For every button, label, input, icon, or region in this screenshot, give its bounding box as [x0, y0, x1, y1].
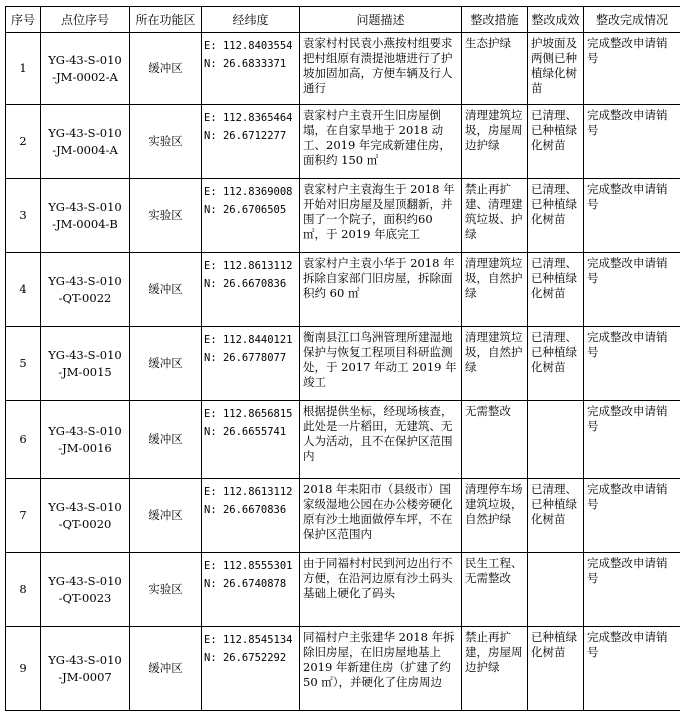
zone-cell: 实验区 — [130, 105, 202, 179]
point-code-line-1: YG-43-S-010 — [48, 652, 122, 667]
problem-description-cell: 衡南县江口鸟洲管理所建湿地保护与恢复工程项目科研监测处，于 2017 年动工 2019 年竣工 — [300, 327, 462, 401]
coordinate-cell — [202, 327, 300, 401]
longitude: E: 112.8369008 — [204, 186, 293, 198]
header-status: 整改完成情况 — [584, 7, 681, 33]
zone-cell: 缓冲区 — [130, 33, 202, 105]
latitude: N: 26.6655741 — [204, 426, 287, 438]
table-row — [6, 327, 681, 401]
coordinate-cell — [202, 627, 300, 711]
point-code-line-1: YG-43-S-010 — [48, 273, 122, 288]
point-code-line-1: YG-43-S-010 — [48, 573, 122, 588]
longitude: E: 112.8365464 — [204, 112, 293, 124]
point-code-cell — [41, 105, 130, 179]
point-code-line-2: -JM-0004-A — [52, 142, 118, 157]
header-result: 整改成效 — [528, 7, 584, 33]
table-row — [6, 33, 681, 105]
seq-cell: 1 — [6, 33, 41, 105]
point-code-line-2: -QT-0023 — [58, 590, 112, 605]
table-row — [6, 401, 681, 479]
problem-description-cell: 同福村户主张建华 2018 年拆除旧房屋，在旧房屋地基上 2019 年新建住房（扩建了约 50 ㎡），并硬化了住房周边 — [300, 627, 462, 711]
table-row — [6, 253, 681, 327]
header-measure: 整改措施 — [462, 7, 528, 33]
problem-description-cell: 袁家村村民袁小燕按村组要求把村组原有溃提池塘进行了护坡加固加高，方便车辆及行人通行 — [300, 33, 462, 105]
point-code-line-1: YG-43-S-010 — [48, 423, 122, 438]
longitude: E: 112.8440121 — [204, 334, 293, 346]
header-point: 点位序号 — [41, 7, 130, 33]
result-cell: 已清理、已种植绿化树苗 — [528, 253, 584, 327]
point-code-cell — [41, 327, 130, 401]
latitude: N: 26.6712277 — [204, 130, 287, 142]
point-code-line-2: -QT-0020 — [58, 516, 112, 531]
result-cell: 已清理、已种植绿化树苗 — [528, 105, 584, 179]
point-code-cell — [41, 553, 130, 627]
point-code-line-1: YG-43-S-010 — [48, 52, 122, 67]
measure-cell: 禁止再扩建，房屋周边护绿 — [462, 627, 528, 711]
point-code-cell — [41, 401, 130, 479]
latitude: N: 26.6778077 — [204, 352, 287, 364]
point-code-line-2: -JM-0016 — [58, 440, 112, 455]
point-code-cell — [41, 479, 130, 553]
point-code-line-1: YG-43-S-010 — [48, 499, 122, 514]
document-page — [5, 6, 680, 715]
longitude: E: 112.8656815 — [204, 408, 293, 420]
point-code-line-1: YG-43-S-010 — [48, 199, 122, 214]
zone-cell: 缓冲区 — [130, 627, 202, 711]
result-cell: 已种植绿化树苗 — [528, 627, 584, 711]
header-problem: 问题描述 — [300, 7, 462, 33]
point-code-line-1: YG-43-S-010 — [48, 347, 122, 362]
seq-cell: 2 — [6, 105, 41, 179]
result-cell: 已清理、已种植绿化树苗 — [528, 479, 584, 553]
problem-description-cell: 根据提供坐标，经现场核查，此处是一片稻田，无建筑、无人为活动，且不在保护区范围内 — [300, 401, 462, 479]
seq-cell: 5 — [6, 327, 41, 401]
header-zone: 所在功能区 — [130, 7, 202, 33]
coordinate-cell — [202, 553, 300, 627]
measure-cell: 禁止再扩建、清理建筑垃圾、护绿 — [462, 179, 528, 253]
completion-status-cell: 完成整改申请销号 — [584, 105, 681, 179]
coordinate-cell — [202, 253, 300, 327]
measure-cell: 无需整改 — [462, 401, 528, 479]
completion-status-cell: 完成整改申请销号 — [584, 33, 681, 105]
completion-status-cell: 完成整改申请销号 — [584, 327, 681, 401]
longitude: E: 112.8403554 — [204, 40, 293, 52]
point-code-cell — [41, 33, 130, 105]
result-cell — [528, 401, 584, 479]
coordinate-cell — [202, 33, 300, 105]
longitude: E: 112.8613112 — [204, 260, 293, 272]
coordinate-cell — [202, 179, 300, 253]
problem-description-cell: 2018 年耒阳市（县级市）国家级湿地公园在办公楼旁硬化原有沙土地面做停车坪，不在保护区范围内 — [300, 479, 462, 553]
header-row — [6, 7, 681, 33]
completion-status-cell: 完成整改申请销号 — [584, 179, 681, 253]
table-row — [6, 105, 681, 179]
measure-cell: 清理停车场建筑垃圾，自然护绿 — [462, 479, 528, 553]
completion-status-cell: 完成整改申请销号 — [584, 401, 681, 479]
point-code-line-2: -QT-0022 — [58, 290, 112, 305]
measure-cell: 生态护绿 — [462, 33, 528, 105]
zone-cell: 缓冲区 — [130, 479, 202, 553]
problem-description-cell: 袁家村户主袁海生于 2018 年开始对旧房屋及屋顶翻新，并围了一个院子，面积约60 ㎡，于 2019 年底完工 — [300, 179, 462, 253]
table-row — [6, 179, 681, 253]
header-seq: 序号 — [6, 7, 41, 33]
rectification-table — [5, 6, 680, 711]
point-code-line-1: YG-43-S-010 — [48, 125, 122, 140]
latitude: N: 26.6833371 — [204, 58, 287, 70]
completion-status-cell: 完成整改申请销号 — [584, 553, 681, 627]
point-code-line-2: -JM-0004-B — [52, 216, 118, 231]
result-cell: 已清理、已种植绿化树苗 — [528, 327, 584, 401]
completion-status-cell: 完成整改申请销号 — [584, 253, 681, 327]
problem-description-cell: 袁家村户主袁小华于 2018 年拆除自家部门旧房屋，拆除面积约 60 ㎡ — [300, 253, 462, 327]
seq-cell: 8 — [6, 553, 41, 627]
latitude: N: 26.6740878 — [204, 578, 287, 590]
point-code-cell — [41, 253, 130, 327]
longitude: E: 112.8545134 — [204, 634, 293, 646]
seq-cell: 7 — [6, 479, 41, 553]
table-row — [6, 479, 681, 553]
longitude: E: 112.8555301 — [204, 560, 293, 572]
result-cell: 已清理、已种植绿化树苗 — [528, 179, 584, 253]
table-row — [6, 627, 681, 711]
zone-cell: 实验区 — [130, 553, 202, 627]
completion-status-cell: 完成整改申请销号 — [584, 627, 681, 711]
result-cell — [528, 553, 584, 627]
coordinate-cell — [202, 105, 300, 179]
problem-description-cell: 袁家村户主袁开生旧房屋倒塌，在自家旱地于 2018 动工、2019 年完成新建住房，面积约 150 ㎡ — [300, 105, 462, 179]
problem-description-cell: 由于同福村村民到河边出行不方便，在沿河边原有沙土码头基础上硬化了码头 — [300, 553, 462, 627]
point-code-line-2: -JM-0015 — [58, 364, 112, 379]
latitude: N: 26.6752292 — [204, 652, 287, 664]
point-code-cell — [41, 179, 130, 253]
latitude: N: 26.6670836 — [204, 504, 287, 516]
header-coord: 经纬度 — [202, 7, 300, 33]
zone-cell: 缓冲区 — [130, 253, 202, 327]
point-code-line-2: -JM-0007 — [58, 669, 112, 684]
point-code-cell — [41, 627, 130, 711]
measure-cell: 清理建筑垃圾，房屋周边护绿 — [462, 105, 528, 179]
longitude: E: 112.8613112 — [204, 486, 293, 498]
coordinate-cell — [202, 479, 300, 553]
seq-cell: 6 — [6, 401, 41, 479]
seq-cell: 9 — [6, 627, 41, 711]
zone-cell: 实验区 — [130, 179, 202, 253]
coordinate-cell — [202, 401, 300, 479]
latitude: N: 26.6706505 — [204, 204, 287, 216]
measure-cell: 民生工程、无需整改 — [462, 553, 528, 627]
seq-cell: 3 — [6, 179, 41, 253]
measure-cell: 清理建筑垃圾，自然护绿 — [462, 327, 528, 401]
table-row — [6, 553, 681, 627]
result-cell: 护坡面及两侧已种植绿化树苗 — [528, 33, 584, 105]
seq-cell: 4 — [6, 253, 41, 327]
completion-status-cell: 完成整改申请销号 — [584, 479, 681, 553]
measure-cell: 清理建筑垃圾，自然护绿 — [462, 253, 528, 327]
zone-cell: 缓冲区 — [130, 327, 202, 401]
zone-cell: 缓冲区 — [130, 401, 202, 479]
point-code-line-2: -JM-0002-A — [52, 69, 118, 84]
latitude: N: 26.6670836 — [204, 278, 287, 290]
